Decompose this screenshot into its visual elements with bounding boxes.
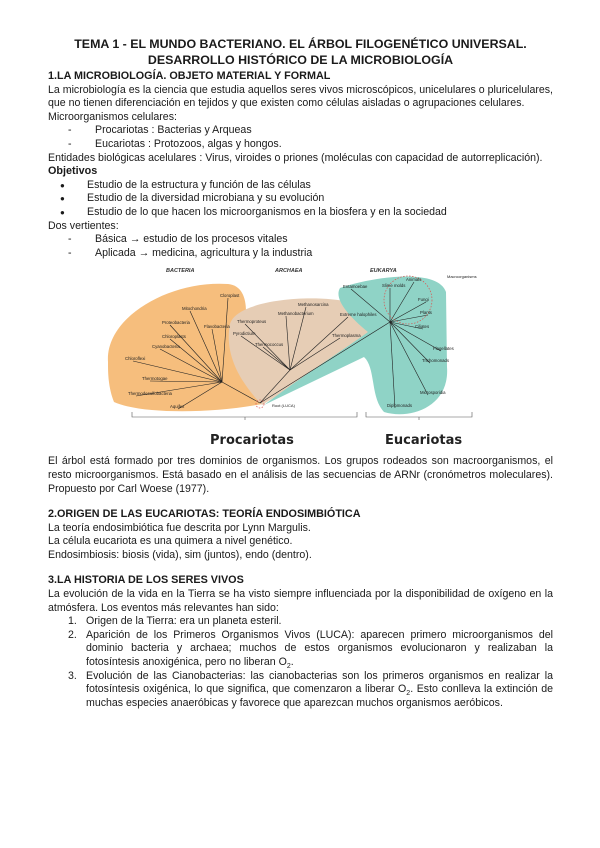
paragraph: Entidades biológicas acelulares : Virus, viroides o priones (moléculas con capacidad de autorreplicación). [48, 151, 543, 164]
section-3-heading: 3.LA HISTORIA DE LOS SERES VIVOS [48, 574, 244, 587]
eukarya-taxon-label: Trichomonads [422, 358, 450, 364]
section-1-heading: 1.LA MICROBIOLOGÍA. OBJETO MATERIAL Y FORMAL [48, 70, 331, 82]
eukarya-taxon-label: Animals [406, 277, 422, 283]
eukarya-taxon-label: Plants [420, 310, 432, 316]
paragraph: El árbol está formado por tres dominios de organismos. Los grupos rodeados son macroorganismos, el resto microorganismos. Está basado en el análisis de las secuencias de ARNr (cronómetros moleculares). Propuesto por Carl Woese (1977). [48, 455, 553, 495]
bacteria-taxon-label: Mitochondria [182, 306, 207, 312]
list-item: - Aplicada → medicina, agricultura y la industria [68, 247, 553, 261]
eukarya-taxon-label: Flagellates [433, 346, 454, 352]
item-number: 1. [68, 615, 77, 628]
section-2-heading: 2.ORIGEN DE LAS EUCARIOTAS: TEORÍA ENDOSIMBIÓTICA [48, 508, 361, 521]
subscript: 2 [406, 690, 411, 698]
objectives-list [48, 179, 553, 220]
bacteria-taxon-label: Cloroplast [220, 293, 240, 299]
bacteria-taxon-label: Thermodesulfobacteria [128, 391, 172, 397]
bacteria-taxon-label: Aquifex [170, 404, 185, 410]
eukarya-taxon-label: Diplomonads [387, 403, 413, 409]
domain-archaea-label: ARCHAEA [275, 268, 303, 275]
list-item [68, 629, 553, 670]
item-text: Evolución de las Cianobacterias: las cianobacterias son los primeros organismos en realizar la fotosíntesis oxigénica, lo que significa, que comenzaron a liberar O [86, 669, 553, 696]
list-item: - Eucariotas : Protozoos, algas y hongos. [68, 138, 553, 152]
eucariotas-label: Eucariotas [385, 433, 463, 449]
bacteria-taxon-label: Proteobacteria [162, 320, 190, 326]
paragraph: La evolución de la vida en la Tierra se ha visto siempre influenciada por la disponibilidad de oxígeno en la atmósfera. Los eventos más relevantes han sido: [48, 588, 553, 614]
document-page [48, 36, 553, 710]
list-item: - Procariotas : Bacterias y Arqueas [68, 124, 553, 138]
list-item: ● Estudio de la diversidad microbiana y su evolución [60, 192, 553, 206]
branches-list [48, 233, 553, 260]
archaea-taxon-label: Thermococcus [255, 342, 284, 348]
list-item: - Básica → estudio de los procesos vitales [68, 233, 553, 247]
item-number: 2. [68, 628, 77, 641]
paragraph: La microbiología es la ciencia que estudia aquellos seres vivos microscópicos, unicelulares o pluricelulares, que no tienen diferenciación en tejidos y que existen como células aisladas o agrupaciones celulares. [48, 83, 553, 110]
domain-brackets [132, 412, 472, 420]
archaea-taxon-label: Pyrodictium [233, 331, 256, 337]
archaea-taxon-label: Methanosarcina [298, 302, 329, 308]
archaea-taxon-label: Extreme halophiles [340, 312, 377, 318]
eukarya-taxon-label: Ciliates [415, 324, 430, 330]
item-number: 3. [68, 669, 77, 682]
phylogenetic-tree-figure [100, 262, 500, 452]
events-list [48, 615, 553, 710]
bacteria-taxon-label: Flavobacteria [204, 324, 230, 330]
domain-bacteria-label: BACTERIA [166, 268, 195, 275]
bacteria-taxon-label: Cyanobacteria [152, 344, 180, 350]
title-line-2: DESARROLLO HISTÓRICO DE LA MICROBIOLOGÍA [147, 53, 454, 67]
document-title [48, 36, 553, 68]
eukarya-taxon-label: Slime molds [382, 283, 406, 289]
bacteria-taxon-label: Chloroflexi [125, 356, 146, 362]
cell-types-list [48, 124, 553, 151]
procariotas-label: Procariotas [210, 433, 294, 449]
macroorganisms-label: Macroorganisms [447, 274, 477, 280]
item-text: . [290, 656, 294, 669]
list-item: ● Estudio de la estructura y función de las células [60, 179, 553, 193]
eukarya-taxon-label: Fungi [418, 297, 429, 303]
domain-eukarya-label: EUKARYA [370, 268, 397, 275]
archaea-taxon-label: Methanobacterium [278, 311, 314, 317]
paragraph: La célula eucariota es una quimera a nivel genético. [48, 535, 293, 548]
paragraph: Endosimbiosis: biosis (vida), sim (juntos), endo (dentro). [48, 548, 312, 561]
paragraph: Microorganismos celulares: [48, 110, 177, 123]
item-text: Aparición de los Primeros Organismos Vivos (LUCA): aparecen primero microorganismos del dominio bacteria y archaea; muchos de estos organismos evolucionaron y realizaban la fotosíntesis anoxigénica, pero no liberan O [86, 628, 553, 669]
root-label: Root (LUCA) [272, 403, 295, 409]
paragraph: La teoría endosimbiótica fue descrita por Lynn Margulis. [48, 521, 311, 534]
archaea-taxon-label: Thermoplasma [332, 333, 361, 339]
bacteria-taxon-label: Chloroplasts [162, 334, 186, 340]
bacteria-taxon-label: Thermotogae [142, 376, 168, 382]
objectives-heading: Objetivos [48, 165, 98, 178]
list-item [68, 615, 553, 629]
paragraph: Dos vertientes: [48, 219, 119, 232]
item-text: Origen de la Tierra: era un planeta esteril. [86, 615, 282, 628]
eukarya-taxon-label: Microsporidia [420, 390, 446, 396]
eukarya-taxon-label: Entamoebae [343, 284, 368, 290]
subscript: 2 [286, 663, 291, 671]
archaea-taxon-label: Thermoproteus [237, 319, 267, 325]
item-text: . Esto conlleva la extinción de muchas especies anaeróbicas y favorece que aparezcan muchos organismos aeróbicos. [86, 683, 553, 709]
list-item [68, 670, 553, 711]
list-item: ● Estudio de lo que hacen los microorganismos en la biosfera y en la sociedad [60, 206, 553, 220]
title-line-1: TEMA 1 - EL MUNDO BACTERIANO. EL ÁRBOL FILOGENÉTICO UNIVERSAL. [74, 37, 527, 51]
